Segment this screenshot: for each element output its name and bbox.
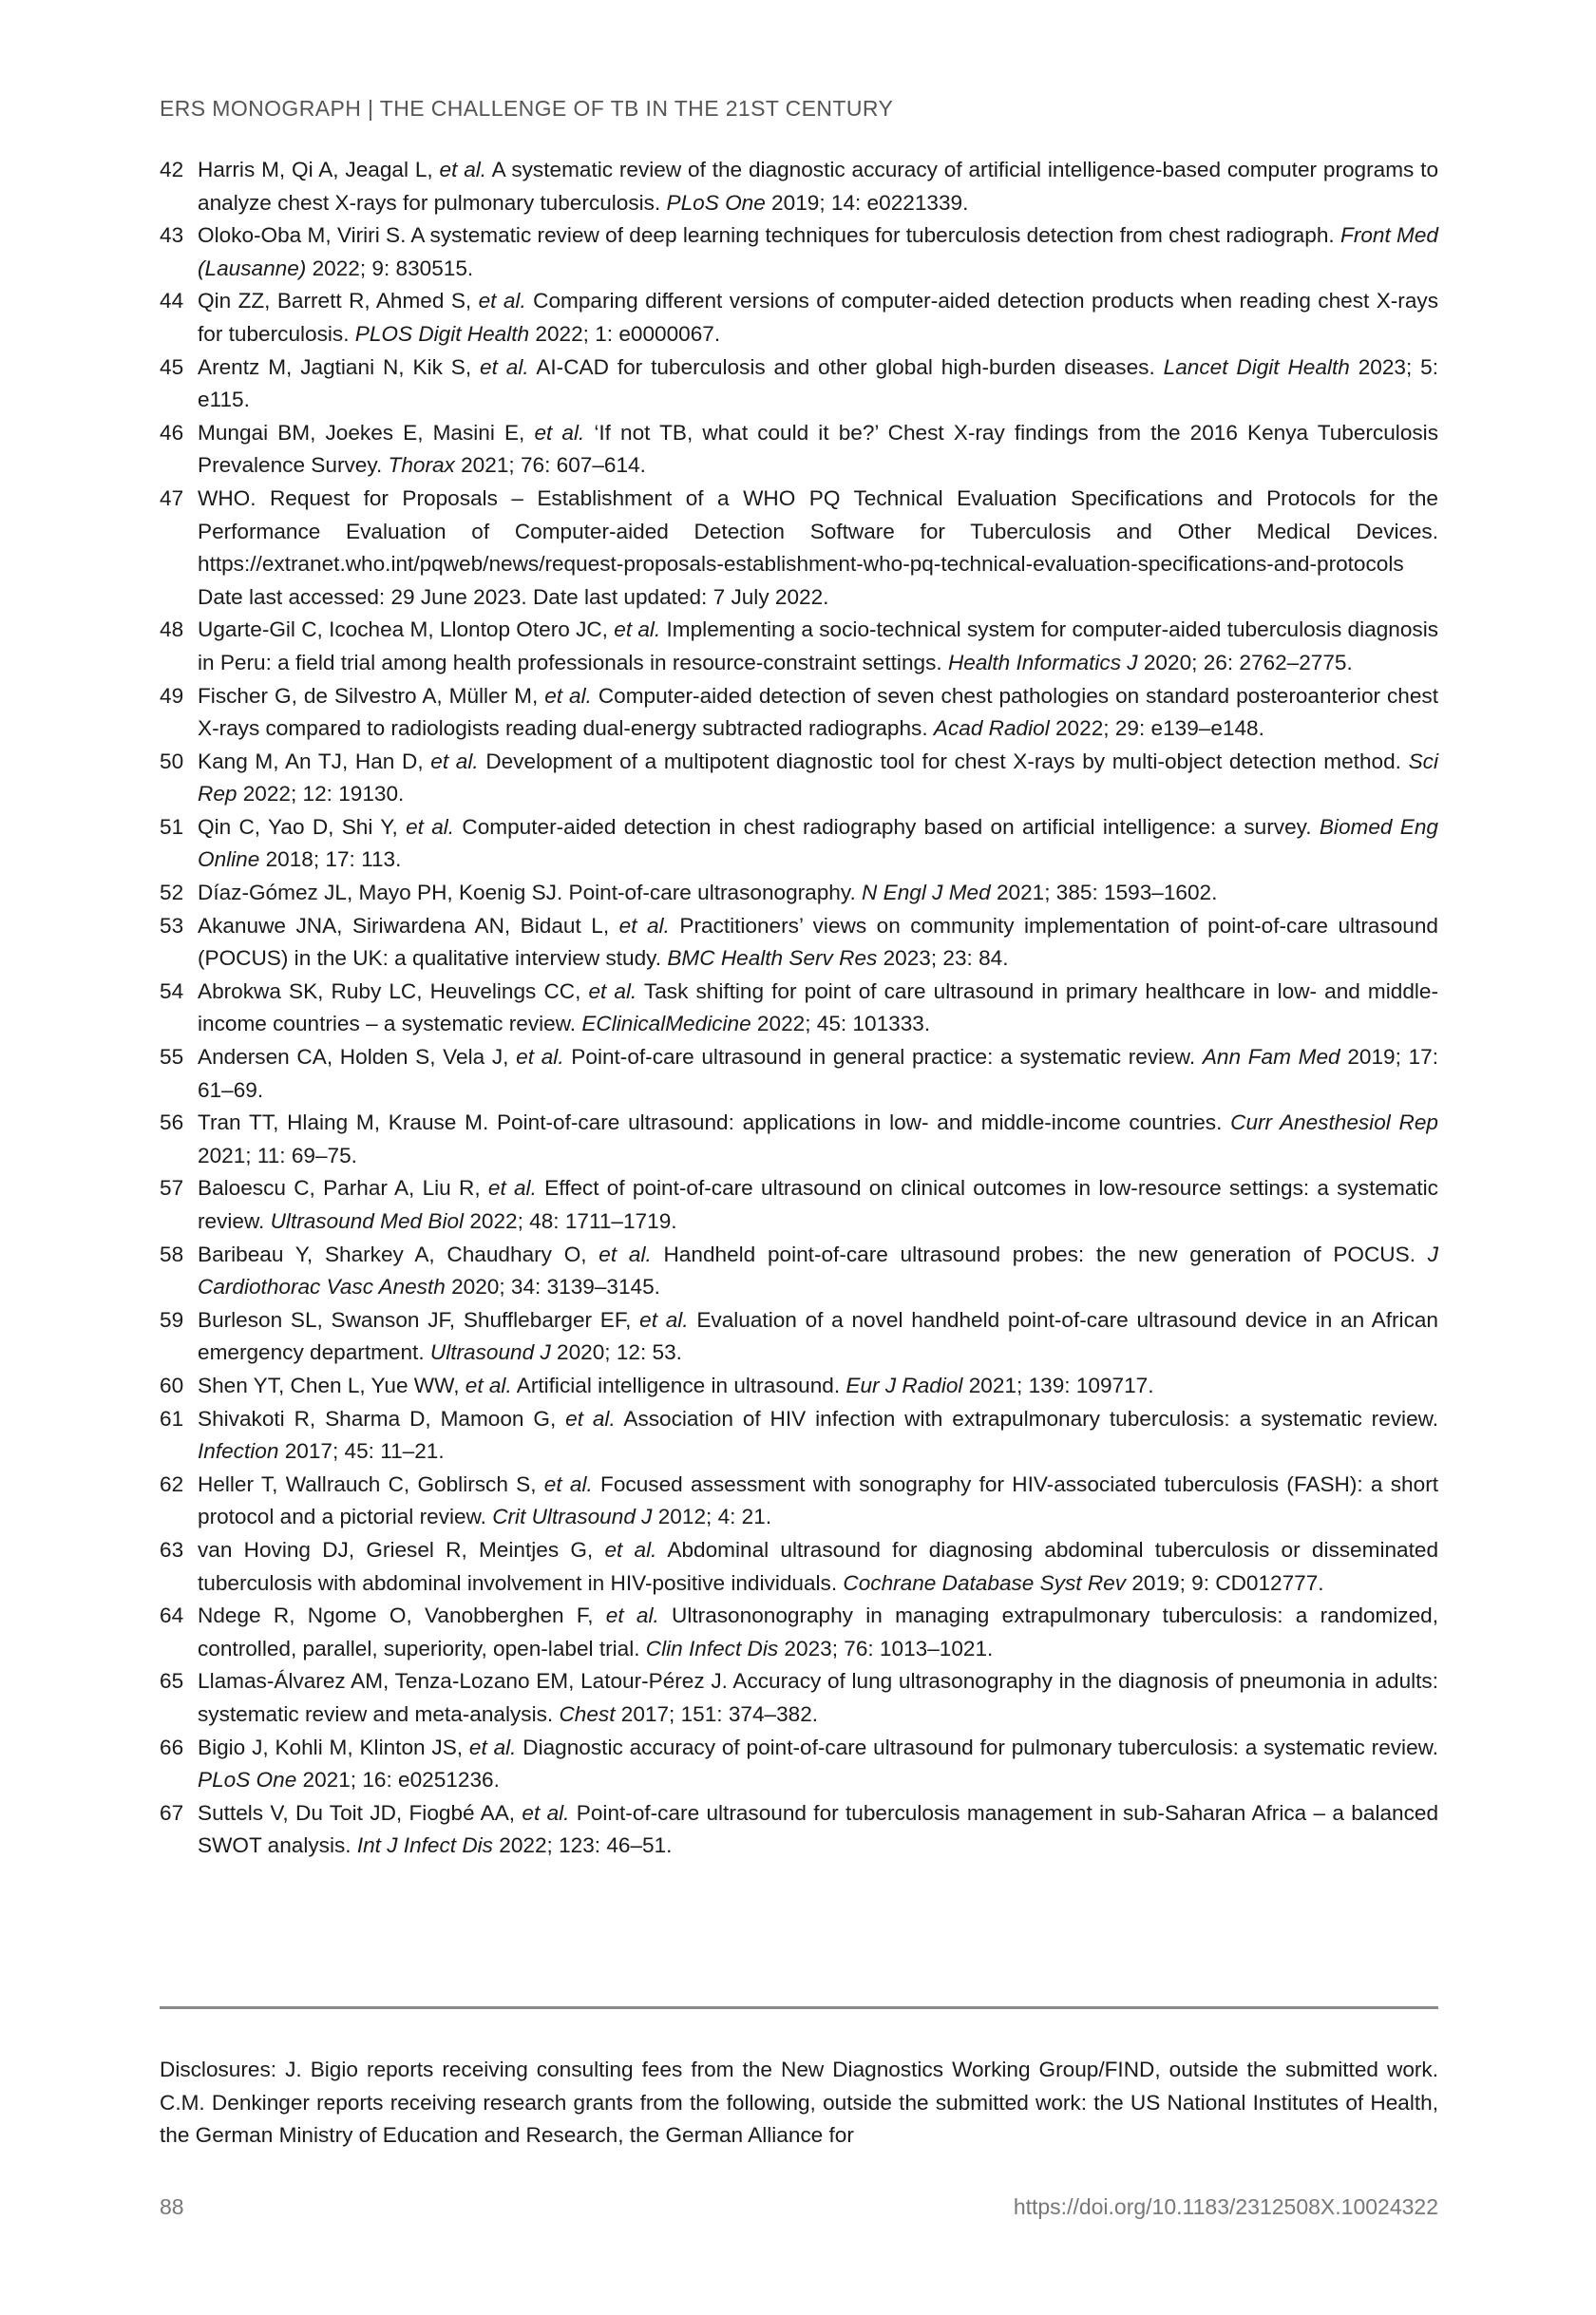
- reference-segment: Díaz-Gómez JL, Mayo PH, Koenig SJ. Point-of-care ultrasonography.: [198, 881, 863, 905]
- reference-segment: 2020; 12: 53.: [550, 1340, 682, 1365]
- reference-segment: WHO. Request for Proposals – Establishment of a WHO PQ Technical Evaluation Specifications and Protocols for the Performance Evaluation of Computer-aided Detection Software for Tuberculosis and Other Medical Devices. https://extranet.who.int/pqweb/news/request-proposals-establishment-who-pq-technical-evaluation-specifications-and-protocols Date last accessed: 29 June 2023. Date last updated: 7 July 2022.: [198, 485, 1438, 609]
- reference-italic-segment: et al.: [588, 978, 637, 1003]
- reference-item: [160, 1403, 1438, 1469]
- reference-item: [160, 811, 1438, 877]
- section-divider: [160, 2006, 1438, 2009]
- reference-italic-segment: Sci Rep: [198, 749, 1438, 806]
- reference-text: [198, 351, 1438, 417]
- reference-number: 51: [160, 814, 184, 839]
- reference-segment: 2023; 23: 84.: [877, 946, 1009, 971]
- reference-italic-segment: BMC Health Serv Res: [667, 946, 878, 971]
- reference-segment: Tran TT, Hlaing M, Krause M. Point-of-care ultrasound: applications in low- and middle-income countries.: [198, 1110, 1231, 1135]
- reference-item: [160, 351, 1438, 417]
- reference-segment: ‘If not TB, what could it be?’ Chest X-ray findings from the 2016 Kenya Tuberculosis Prevalence Survey.: [198, 420, 1438, 478]
- reference-item: [160, 746, 1438, 811]
- reference-italic-segment: N Engl J Med: [862, 881, 991, 905]
- reference-italic-segment: Acad Radiol: [933, 716, 1050, 741]
- reference-italic-segment: Int J Infect Dis: [356, 1833, 493, 1858]
- reference-italic-segment: J Cardiothorac Vasc Anesth: [198, 1242, 1439, 1300]
- reference-text: [198, 1172, 1438, 1238]
- reference-segment: 2022; 1: e0000067.: [529, 321, 721, 346]
- reference-italic-segment: Curr Anesthesiol Rep: [1230, 1110, 1438, 1135]
- reference-italic-segment: et al.: [604, 1537, 657, 1562]
- reference-item: [160, 1534, 1438, 1600]
- reference-segment: Qin ZZ, Barrett R, Ahmed S,: [198, 289, 479, 313]
- reference-number: 44: [160, 289, 184, 313]
- reference-item: [160, 154, 1438, 219]
- reference-italic-segment: et al.: [543, 1471, 593, 1496]
- reference-italic-segment: et al.: [598, 1242, 652, 1266]
- reference-italic-segment: et al.: [516, 1045, 564, 1070]
- reference-text: [198, 1403, 1438, 1469]
- reference-segment: Llamas-Álvarez AM, Tenza-Lozano EM, Latour-Pérez J. Accuracy of lung ultrasonography in the diagnosis of pneumonia in adults: systematic review and meta-analysis.: [198, 1669, 1438, 1726]
- reference-segment: 2023; 76: 1013–1021.: [778, 1636, 994, 1660]
- reference-item: [160, 1600, 1438, 1665]
- reference-segment: Task shifting for point of care ultrasound in primary healthcare in low- and middle-income countries – a systematic review.: [198, 978, 1438, 1036]
- reference-italic-segment: et al.: [430, 749, 479, 773]
- reference-segment: Baribeau Y, Sharkey A, Chaudhary O,: [198, 1242, 599, 1266]
- reference-item: [160, 1107, 1438, 1172]
- reference-number: 66: [160, 1735, 184, 1759]
- reference-italic-segment: Chest: [559, 1701, 616, 1726]
- reference-segment: 2020; 34: 3139–3145.: [445, 1275, 660, 1300]
- reference-text: [198, 877, 1438, 910]
- reference-item: [160, 1665, 1438, 1731]
- reference-item: [160, 910, 1438, 976]
- reference-segment: Point-of-care ultrasound for tuberculosis management in sub-Saharan Africa – a balanced SWOT analysis.: [198, 1800, 1439, 1858]
- reference-segment: 2022; 9: 830515.: [306, 256, 474, 280]
- reference-italic-segment: et al.: [487, 1176, 537, 1201]
- reference-segment: 2021; 139: 109717.: [962, 1373, 1154, 1397]
- reference-segment: Harris M, Qi A, Jeagal L,: [198, 158, 440, 181]
- reference-item: [160, 680, 1438, 746]
- reference-segment: 2020; 26: 2762–2775.: [1137, 650, 1353, 674]
- reference-number: 67: [160, 1800, 184, 1825]
- reference-italic-segment: Ultrasound Med Biol: [270, 1209, 465, 1233]
- reference-number: 56: [160, 1110, 184, 1135]
- reference-segment: Implementing a socio-technical system for computer-aided tuberculosis diagnosis in Peru: a field trial among health professionals in resource-constraint settings.: [198, 617, 1439, 674]
- reference-text: [198, 1534, 1438, 1600]
- reference-segment: 2022; 12: 19130.: [237, 782, 405, 806]
- reference-segment: Shivakoti R, Sharma D, Mamoon G,: [198, 1406, 566, 1431]
- reference-text: [198, 154, 1438, 219]
- reference-segment: Bigio J, Kohli M, Klinton JS,: [198, 1735, 469, 1759]
- reference-segment: Effect of point-of-care ultrasound on clinical outcomes in low-resource settings: a systematic review.: [198, 1176, 1438, 1233]
- reference-segment: Computer-aided detection of seven chest pathologies on standard posteroanterior chest X-rays compared to radiologists reading dual-energy subtracted radiographs.: [198, 683, 1439, 741]
- reference-text: [198, 1600, 1438, 1665]
- reference-italic-segment: et al.: [639, 1307, 689, 1332]
- reference-segment: Baloescu C, Parhar A, Liu R,: [198, 1176, 488, 1201]
- reference-list: [160, 154, 1438, 1863]
- reference-item: [160, 1732, 1438, 1797]
- reference-item: [160, 483, 1438, 614]
- reference-item: [160, 1304, 1438, 1370]
- disclosure-text: Disclosures: J. Bigio reports receiving consulting fees from the New Diagnostics Working Group/FIND, outside the submitted work. C.M. Denkinger reports receiving research grants from the following, outside the submitted work: the US National Institutes of Health, the German Ministry of Education and Research, the German Alliance for: [160, 2058, 1438, 2148]
- reference-number: 58: [160, 1242, 184, 1266]
- reference-item: [160, 417, 1438, 483]
- reference-italic-segment: Ultrasound J: [429, 1340, 551, 1365]
- reference-italic-segment: Crit Ultrasound J: [492, 1505, 653, 1529]
- reference-segment: 2021; 16: e0251236.: [296, 1768, 500, 1793]
- reference-italic-segment: Health Informatics J: [947, 650, 1138, 674]
- reference-segment: Arentz M, Jagtiani N, Kik S,: [198, 354, 481, 379]
- reference-segment: Point-of-care ultrasound in general practice: a systematic review.: [563, 1045, 1203, 1070]
- reference-segment: 2022; 29: e139–e148.: [1049, 716, 1264, 741]
- reference-segment: 2019; 17: 61–69.: [198, 1045, 1438, 1102]
- reference-segment: A systematic review of the diagnostic accuracy of artificial intelligence-based computer programs to analyze chest X-rays for pulmonary tuberculosis.: [198, 158, 1439, 215]
- reference-italic-segment: et al.: [522, 1800, 570, 1825]
- reference-segment: Association of HIV infection with extrapulmonary tuberculosis: a systematic review.: [615, 1406, 1438, 1431]
- reference-text: [198, 811, 1438, 877]
- reference-number: 46: [160, 420, 184, 445]
- reference-segment: Evaluation of a novel handheld point-of-care ultrasound device in an African emergency department.: [198, 1307, 1438, 1365]
- reference-segment: Comparing different versions of computer-aided detection products when reading chest X-rays for tuberculosis.: [198, 289, 1438, 346]
- reference-segment: Focused assessment with sonography for HIV-associated tuberculosis (FASH): a short protocol and a pictorial review.: [198, 1471, 1438, 1529]
- reference-italic-segment: Eur J Radiol: [846, 1373, 963, 1397]
- reference-italic-segment: et al.: [439, 158, 487, 181]
- reference-italic-segment: EClinicalMedicine: [581, 1012, 751, 1036]
- reference-italic-segment: et al.: [614, 617, 661, 642]
- reference-number: 45: [160, 354, 184, 379]
- reference-italic-segment: et al.: [544, 683, 592, 708]
- reference-segment: Fischer G, de Silvestro A, Müller M,: [198, 683, 545, 708]
- reference-italic-segment: Infection: [198, 1439, 279, 1464]
- reference-text: [198, 614, 1438, 679]
- reference-segment: Diagnostic accuracy of point-of-care ultrasound for pulmonary tuberculosis: a systematic review.: [516, 1735, 1438, 1759]
- reference-italic-segment: et al.: [406, 814, 455, 839]
- reference-number: 62: [160, 1471, 184, 1496]
- reference-text: [198, 976, 1438, 1041]
- reference-segment: Suttels V, Du Toit JD, Fiogbé AA,: [198, 1800, 522, 1825]
- reference-text: [198, 1239, 1438, 1304]
- reference-segment: Abrokwa SK, Ruby LC, Heuvelings CC,: [198, 978, 589, 1003]
- reference-number: 65: [160, 1669, 184, 1694]
- reference-segment: Practitioners’ views on community implementation of point-of-care ultrasound (POCUS) in the UK: a qualitative interview study.: [198, 913, 1438, 971]
- reference-segment: 2021; 76: 607–614.: [454, 453, 646, 478]
- reference-text: [198, 1732, 1438, 1797]
- reference-italic-segment: Thorax: [388, 453, 455, 478]
- reference-segment: Artificial intelligence in ultrasound.: [511, 1373, 846, 1397]
- reference-text: [198, 680, 1438, 746]
- reference-italic-segment: et al.: [534, 420, 585, 445]
- reference-item: [160, 285, 1438, 351]
- reference-number: 63: [160, 1537, 184, 1562]
- reference-text: [198, 219, 1438, 285]
- reference-number: 55: [160, 1045, 184, 1070]
- reference-item: [160, 614, 1438, 679]
- reference-segment: Qin C, Yao D, Shi Y,: [198, 814, 407, 839]
- reference-number: 47: [160, 485, 184, 510]
- reference-segment: Computer-aided detection in chest radiography based on artificial intelligence: a survey.: [454, 814, 1320, 839]
- reference-segment: Kang M, An TJ, Han D,: [198, 749, 431, 773]
- reference-segment: van Hoving DJ, Griesel R, Meintjes G,: [198, 1537, 605, 1562]
- reference-segment: Abdominal ultrasound for diagnosing abdominal tuberculosis or disseminated tuberculosis with abdominal involvement in HIV-positive individuals.: [198, 1537, 1439, 1595]
- reference-number: 64: [160, 1603, 184, 1628]
- reference-segment: 2023; 5: e115.: [198, 354, 1439, 412]
- reference-text: [198, 1469, 1438, 1534]
- reference-segment: 2022; 45: 101333.: [750, 1012, 931, 1036]
- reference-text: [198, 285, 1438, 351]
- reference-segment: Ndege R, Ngome O, Vanobberghen F,: [198, 1603, 606, 1628]
- reference-text: [198, 1041, 1438, 1107]
- reference-italic-segment: et al.: [465, 1373, 512, 1397]
- reference-segment: Oloko-Oba M, Viriri S. A systematic review of deep learning techniques for tuberculosis detection from chest radiograph.: [198, 223, 1341, 248]
- reference-number: 43: [160, 223, 184, 248]
- page-number: 88: [160, 2194, 184, 2219]
- reference-number: 60: [160, 1373, 184, 1397]
- reference-italic-segment: et al.: [605, 1603, 659, 1628]
- reference-segment: Handheld point-of-care ultrasound probes: the new generation of POCUS.: [651, 1242, 1428, 1266]
- reference-item: [160, 219, 1438, 285]
- reference-text: [198, 746, 1438, 811]
- reference-item: [160, 1041, 1438, 1107]
- reference-item: [160, 1797, 1438, 1863]
- reference-number: 49: [160, 683, 184, 708]
- reference-segment: 2012; 4: 21.: [652, 1505, 772, 1529]
- reference-segment: 2017; 45: 11–21.: [278, 1439, 445, 1464]
- reference-text: [198, 1370, 1438, 1403]
- reference-segment: 2022; 123: 46–51.: [492, 1833, 673, 1858]
- reference-number: 57: [160, 1176, 184, 1201]
- reference-italic-segment: PLOS Digit Health: [354, 321, 530, 346]
- reference-segment: 2022; 48: 1711–1719.: [464, 1209, 677, 1233]
- reference-number: 48: [160, 617, 184, 642]
- reference-text: [198, 483, 1438, 614]
- reference-number: 54: [160, 978, 184, 1003]
- reference-number: 52: [160, 881, 184, 905]
- reference-italic-segment: Clin Infect Dis: [645, 1636, 779, 1660]
- reference-text: [198, 910, 1438, 976]
- reference-segment: 2021; 385: 1593–1602.: [990, 881, 1218, 905]
- reference-segment: Heller T, Wallrauch C, Goblirsch S,: [198, 1471, 544, 1496]
- reference-text: [198, 1304, 1438, 1370]
- reference-italic-segment: Cochrane Database Syst Rev: [843, 1570, 1127, 1595]
- reference-number: 59: [160, 1307, 184, 1332]
- reference-segment: Development of a multipotent diagnostic tool for chest X-rays by multi-object detection method.: [478, 749, 1409, 773]
- reference-item: [160, 1172, 1438, 1238]
- reference-segment: Andersen CA, Holden S, Vela J,: [198, 1045, 517, 1070]
- reference-italic-segment: Ann Fam Med: [1202, 1045, 1340, 1070]
- reference-item: [160, 1370, 1438, 1403]
- reference-text: [198, 417, 1438, 483]
- running-header: ERS MONOGRAPH | THE CHALLENGE OF TB IN THE 21ST CENTURY: [160, 96, 894, 121]
- reference-text: [198, 1665, 1438, 1731]
- reference-number: 53: [160, 913, 184, 938]
- reference-segment: 2018; 17: 113.: [259, 847, 402, 872]
- reference-item: [160, 1239, 1438, 1304]
- reference-segment: AI-CAD for tuberculosis and other global high-burden diseases.: [528, 354, 1164, 379]
- reference-italic-segment: et al.: [618, 913, 670, 938]
- reference-number: 42: [160, 158, 184, 181]
- reference-number: 50: [160, 749, 184, 773]
- reference-italic-segment: PLoS One: [666, 190, 766, 215]
- reference-segment: 2019; 9: CD012777.: [1126, 1570, 1324, 1595]
- reference-text: [198, 1107, 1438, 1172]
- reference-item: [160, 877, 1438, 910]
- reference-segment: Burleson SL, Swanson JF, Shufflebarger EF,: [198, 1307, 640, 1332]
- reference-item: [160, 976, 1438, 1041]
- reference-segment: 2021; 11: 69–75.: [198, 1143, 357, 1167]
- reference-item: [160, 1469, 1438, 1534]
- reference-italic-segment: et al.: [565, 1406, 616, 1431]
- reference-text: [198, 1797, 1438, 1863]
- reference-italic-segment: Biomed Eng Online: [198, 814, 1438, 872]
- reference-segment: Ugarte-Gil C, Icochea M, Llontop Otero JC,: [198, 617, 615, 642]
- doi-link[interactable]: https://doi.org/10.1183/2312508X.10024322: [1013, 2194, 1438, 2219]
- reference-segment: Ultrasononography in managing extrapulmonary tuberculosis: a randomized, controlled, parallel, superiority, open-label trial.: [198, 1603, 1438, 1660]
- reference-segment: 2017; 151: 374–382.: [615, 1701, 819, 1726]
- reference-italic-segment: et al.: [478, 289, 526, 313]
- reference-italic-segment: Lancet Digit Health: [1163, 354, 1350, 379]
- reference-number: 61: [160, 1406, 184, 1431]
- reference-segment: Mungai BM, Joekes E, Masini E,: [198, 420, 535, 445]
- reference-italic-segment: Front Med (Lausanne): [198, 223, 1438, 280]
- reference-italic-segment: et al.: [468, 1735, 517, 1759]
- reference-segment: 2019; 14: e0221339.: [765, 190, 969, 215]
- reference-italic-segment: PLoS One: [198, 1768, 297, 1793]
- reference-italic-segment: et al.: [480, 354, 529, 379]
- reference-segment: Akanuwe JNA, Siriwardena AN, Bidaut L,: [198, 913, 619, 938]
- reference-segment: Shen YT, Chen L, Yue WW,: [198, 1373, 466, 1397]
